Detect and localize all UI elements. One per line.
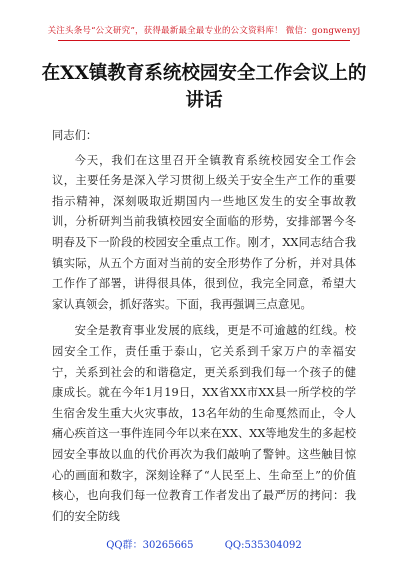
paragraph-2: 安全是教育事业发展的底线，更是不可逾越的红线。校园安全工作，责任重于泰山，它关系到千家万户的幸福安宁，关系到社会的和谐稳定，更关系到我们每一个孩子的健康成长。就在今年1月19日，XX省XX市XX县一所学校的学生宿舍发生重大火灾事故，13名年幼的生命戛然而止，令人痛心疾首这一事件连同今年以来在XX、XX等地发生的多起校园安全事故以血的代价再次为我们敲响了警钟。这些触目惊心的画面和数字，深刻诠释了“人民至上、生命至上”的价值核心，也向我们每一位教育工作者发出了最严厉的拷问：我们的安全防线 [52, 324, 356, 523]
footer-qq-number: QQ:535304092 [224, 540, 302, 551]
document-body [52, 126, 356, 527]
document-title: 在XX镇教育系统校园安全工作会议上的讲话 [41, 63, 367, 111]
footer [0, 536, 408, 551]
salutation: 同志们： [52, 129, 98, 142]
header-promo-text: 关注头条号“公文研究”，获得最新最全最专业的公文资料库！ 微信：gongwenyj [47, 26, 361, 36]
paragraph-1: 今天，我们在这里召开全镇教育系统校园安全工作会议，主要任务是深入学习贯彻上级关于安全生产工作的重要指示精神，深刻吸取近期国内一些地区发生的安全事故教训，分析研判当前我镇校园安全面临的形势，安排部署今冬明春及下一阶段的校园安全重点工作。刚才，XX同志结合我镇实际，从五个方面对当前的安全形势作了分析，并对具体工作作了部署，讲得很具体，很到位，我完全同意，希望大家认真领会，抓好落实。下面，我再强调三点意见。 [52, 153, 356, 311]
header-divider [58, 40, 350, 41]
footer-qq-group: QQ群：30265665 [106, 540, 194, 551]
